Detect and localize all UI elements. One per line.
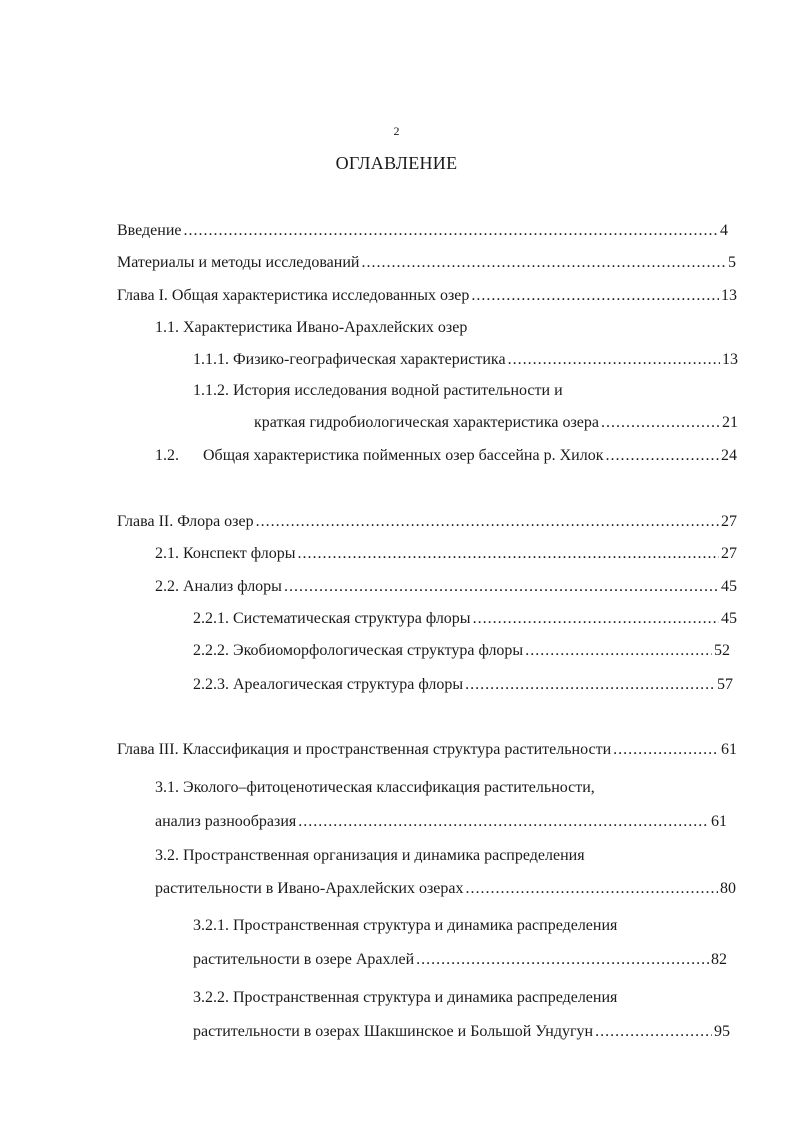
toc-entry-text: 1.1.2. История исследования водной растительности и	[193, 382, 563, 399]
dot-leader	[298, 812, 709, 832]
toc-entry-page: 13	[721, 287, 737, 304]
dot-leader	[508, 350, 720, 370]
toc-entry-page: 27	[721, 513, 737, 530]
dot-leader	[297, 544, 719, 564]
toc-entry-page: 52	[714, 642, 730, 659]
toc-entry-text: Глава I. Общая характеристика исследованных озер	[117, 287, 470, 304]
dot-leader	[595, 1022, 712, 1042]
toc-entry-page: 80	[720, 880, 736, 897]
toc-entry-section-2-2-1	[193, 609, 737, 629]
toc-entry-text: анализ разнообразия	[155, 813, 297, 830]
toc-entry-section-3-2-2	[193, 988, 733, 1008]
dot-leader	[284, 577, 719, 597]
dot-leader	[601, 413, 720, 433]
toc-entry-chapter-3	[117, 740, 737, 760]
dot-leader	[256, 512, 719, 532]
dot-leader	[465, 675, 715, 695]
dot-leader	[605, 446, 719, 466]
toc-entry-page: 95	[714, 1023, 730, 1040]
toc-entry-section-1-1	[155, 318, 715, 338]
toc-entry-section-1-1-2-cont	[254, 413, 738, 433]
toc-entry-text: 2.2.3. Ареалогическая структура флоры	[193, 676, 464, 693]
page-number: 2	[393, 124, 400, 138]
toc-entry-page: 82	[711, 951, 727, 968]
toc-entry-text: 3.2.2. Пространственная структура и динамика распределения	[193, 989, 618, 1006]
toc-entry-page: 13	[722, 351, 738, 368]
toc-entry-text: 2.1. Конспект флоры	[155, 545, 296, 562]
toc-entry-section-2-2-2	[193, 641, 730, 661]
dot-leader	[613, 740, 719, 760]
toc-entry-section-2-2	[155, 577, 737, 597]
toc-entry-text: 2.2.2. Экобиоморфологическая структура флоры	[193, 642, 524, 659]
toc-entry-section-3-2-1-cont	[193, 950, 727, 970]
toc-entry-page: 45	[721, 578, 737, 595]
toc-entry-section-2-1	[155, 544, 737, 564]
toc-entry-section-3-2-cont	[155, 879, 736, 899]
toc-entry-chapter-1	[117, 286, 737, 306]
toc-entry-text: растительности в озерах Шакшинское и Большой Ундугун	[193, 1023, 594, 1040]
toc-entry-intro	[117, 221, 728, 241]
toc-entry-page: 5	[728, 254, 736, 271]
toc-entry-section-1-1-2	[193, 381, 733, 401]
toc-entry-page: 21	[722, 414, 738, 431]
toc-entry-section-1-2	[155, 446, 737, 466]
toc-entry-page: 27	[721, 545, 737, 562]
toc-entry-methods	[117, 253, 736, 273]
toc-entry-section-3-2	[155, 846, 715, 866]
toc-entry-page: 24	[721, 447, 737, 464]
toc-entry-chapter-2	[117, 512, 737, 532]
toc-entry-text: 1.1.1. Физико-географическая характеристика	[193, 351, 506, 368]
toc-entry-text: 3.2.1. Пространственная структура и динамика распределения	[193, 917, 618, 934]
toc-entry-text: Глава II. Флора озер	[117, 513, 254, 530]
toc-entry-section-2-2-3	[193, 675, 733, 695]
toc-entry-page: 61	[711, 813, 727, 830]
dot-leader	[525, 641, 712, 661]
page-title: ОГЛАВЛЕНИЕ	[335, 153, 458, 173]
toc-entry-text: Материалы и методы исследований	[117, 254, 360, 271]
toc-entry-text: 3.2. Пространственная организация и динамика распределения	[155, 847, 585, 864]
toc-entry-number: 1.2.	[155, 447, 179, 464]
toc-entry-section-3-2-1	[193, 916, 733, 936]
toc-entry-text: Глава III. Классификация и пространственная структура растительности	[117, 741, 612, 758]
toc-entry-page: 4	[720, 222, 728, 239]
toc-entry-section-3-1	[155, 778, 715, 798]
toc-entry-page: 57	[717, 676, 733, 693]
toc-entry-section-1-1-1	[193, 350, 738, 370]
toc-entry-text: 1.1. Характеристика Ивано-Арахлейских озер	[155, 319, 468, 336]
toc-entry-text: краткая гидробиологическая характеристика озера	[254, 414, 599, 431]
toc-entry-page: 61	[721, 741, 737, 758]
toc-entry-text: Общая характеристика пойменных озер бассейна р. Хилок	[203, 447, 604, 464]
toc-entry-text: растительности в озере Арахлей	[193, 951, 415, 968]
dot-leader	[184, 221, 719, 241]
toc-entry-text: 3.1. Эколого–фитоценотическая классификация растительности,	[155, 779, 595, 796]
toc-entry-page: 45	[721, 610, 737, 627]
toc-entry-text: 2.2.1. Систематическая структура флоры	[193, 610, 471, 627]
dot-leader	[416, 950, 709, 970]
dot-leader	[473, 609, 719, 629]
toc-entry-section-3-1-cont	[155, 812, 727, 832]
dot-leader	[471, 286, 719, 306]
dot-leader	[465, 879, 718, 899]
toc-entry-section-3-2-2-cont	[193, 1022, 730, 1042]
toc-entry-text: Введение	[117, 222, 182, 239]
toc-entry-text: 2.2. Анализ флоры	[155, 578, 282, 595]
toc-entry-text: растительности в Ивано-Арахлейских озерах	[155, 880, 464, 897]
dot-leader	[361, 253, 726, 273]
